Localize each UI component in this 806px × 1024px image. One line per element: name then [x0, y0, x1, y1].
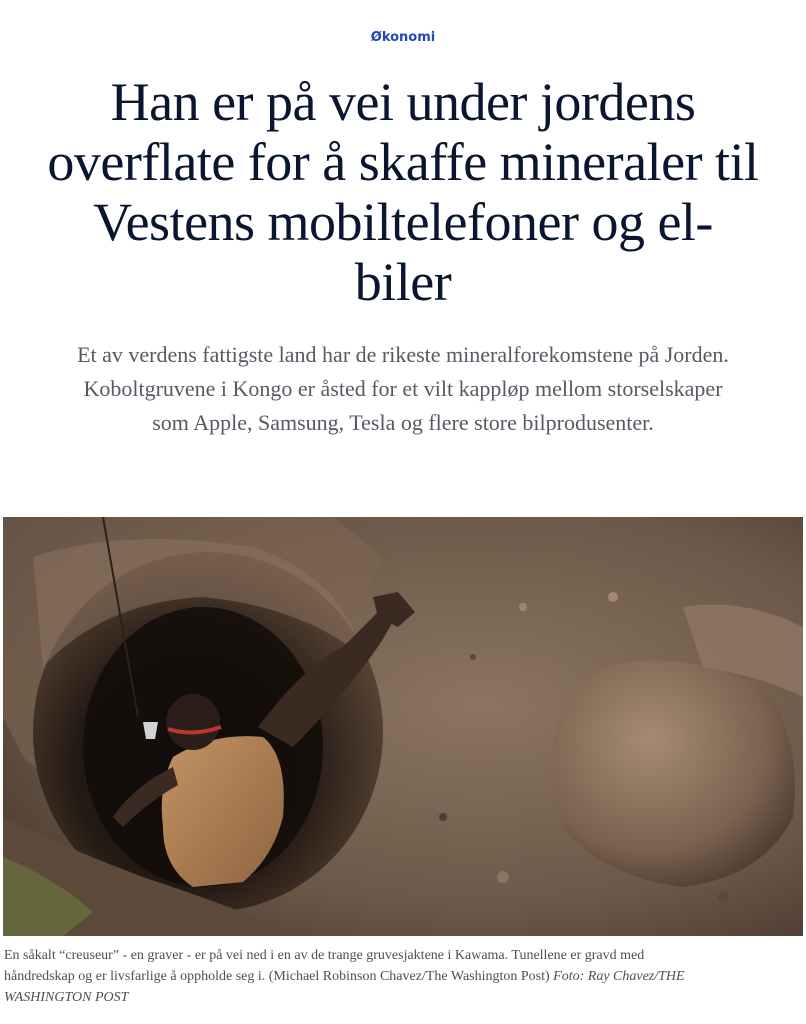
article-headline [0, 72, 806, 312]
caption-line [4, 966, 794, 987]
mine-shaft-photo [3, 517, 803, 936]
section-link[interactable]: Økonomi [370, 30, 436, 45]
caption-text: håndredskap og er livsfarlige å oppholde seg i. (Michael Robinson Chavez/The Washington Post) [4, 969, 550, 984]
caption-line [4, 987, 794, 1008]
headline-line: biler [354, 252, 452, 312]
lead-line: som Apple, Samsung, Tesla og flere store bilprodusenter. [152, 410, 654, 435]
lead-line: Koboltgruvene i Kongo er åsted for et vilt kappløp mellom storselskaper [83, 376, 723, 401]
article-photo[interactable] [3, 517, 803, 936]
caption-line: En såkalt “creuseur” - en graver - er på vei ned i en av de trange gruvesjaktene i Kawama. Tunellene er gravd med [4, 948, 645, 963]
headline-line: Vestens mobiltelefoner og el- [93, 192, 713, 252]
headline-line: Han er på vei under jordens [110, 72, 696, 132]
photo-credit: WASHINGTON POST [4, 990, 129, 1005]
article-lead [0, 338, 806, 440]
photo-caption [4, 945, 794, 1008]
headline-line: overflate for å skaffe mineraler til [47, 132, 759, 192]
lead-line: Et av verdens fattigste land har de rikeste mineralforekomstene på Jorden. [77, 342, 729, 367]
photo-credit: Foto: Ray Chavez/THE [553, 969, 685, 984]
